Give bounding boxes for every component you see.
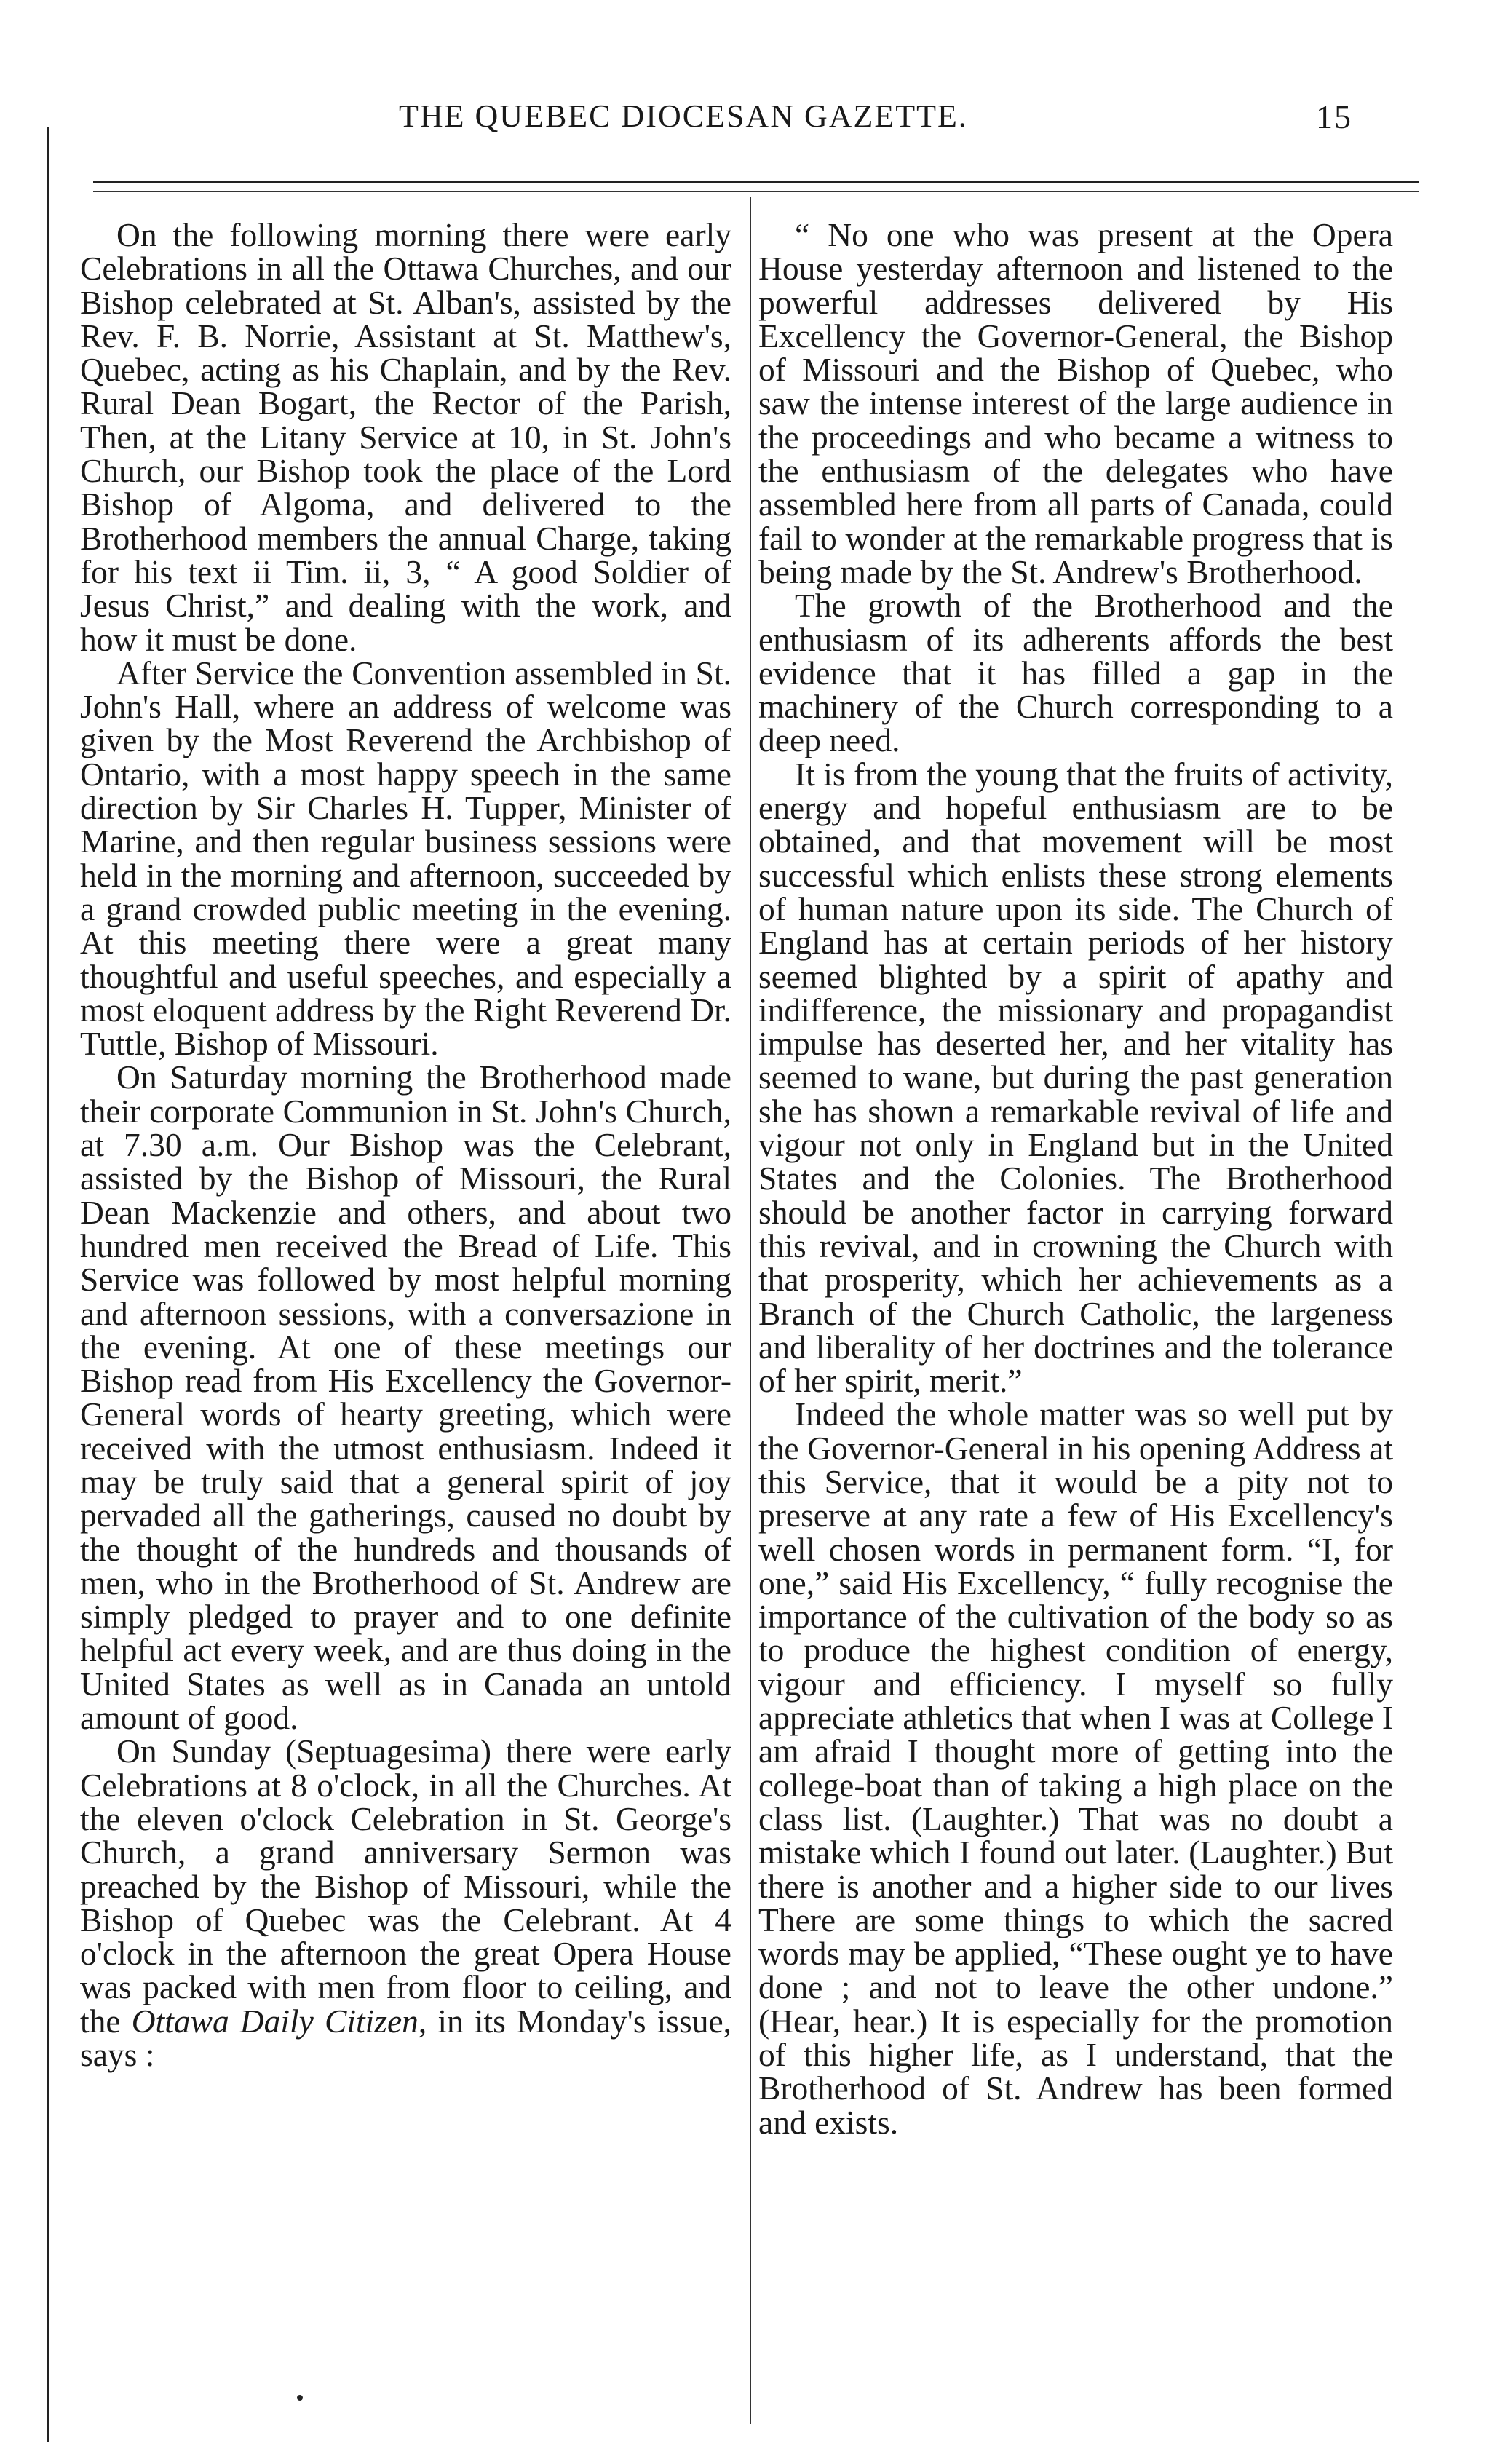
- paragraph: [80, 1732, 732, 2074]
- header-rule-thin: [93, 191, 1419, 192]
- paragraph: On Saturday morning the Brotherhood made their corporate Communion in St. John's Church, at 7.30 a.m. Our Bishop was the Celebrant, assisted by the Bishop of Missouri, the Rural Dean Mackenzie and others, and about two hundred men received the Bread of Life. This Service was followed by most helpful morning and afternoon sessions, with a conversazione in the evening. At one of these meetings our Bishop read from His Excellency the Governor-General words of hearty greeting, which were received with the utmost enthusiasm. Indeed it may be truly said that a general spirit of joy pervaded all the gatherings, caused no doubt by the thought of the hundreds and thousands of men, who in the Brotherhood of St. Andrew are simply pledged to prayer and to one definite helpful act every week, and are thus doing in the United States as well as in Canada an untold amount of good.: [80, 1058, 731, 1737]
- newspaper-title: Ottawa Daily Citizen: [131, 2002, 419, 2040]
- page-margin-line: [47, 127, 49, 2442]
- paragraph: It is from the young that the fruits of activity, energy and hopeful enthusiasm are to be obtained, and that movement will be most successful which enlists these strong elements of human nature upon its side. The Church of England has at certain periods of her history seemed blighted by a spirit of apathy and indifference, the missionary and propagandist impulse has deserted her, and her vitality has seemed to wane, but during the past generation she has shown a remarkable revival of life and vigour not only in England but in the United States and the Colonies. The Brotherhood should be another factor in carrying forward this revival, and in crowning the Church with that prosperity, which her achievements as a Branch of the Church Catholic, the largeness and liberality of her doctrines and the tolerance of her spirit, merit.”: [758, 755, 1393, 1400]
- right-column: [758, 218, 1393, 2139]
- column-divider: [750, 197, 751, 2424]
- running-header: [399, 93, 1352, 146]
- paragraph: On the following morning there were early Celebrations in all the Ottawa Churches, and our Bishop celebrated at St. Alban's, assisted by the Rev. F. B. Norrie, Assistant at St. Matthew's, Quebec, acting as his Chaplain, and by the Rev. Rural Dean Bogart, the Rector of the Parish, Then, at the Litany Service at 10, in St. John's Church, our Bishop took the place of the Lord Bishop of Algoma, and delivered to the Brotherhood members the annual Charge, taking for his text ii Tim. ii, 3, “ A good Soldier of Jesus Christ,” and dealing with the work, and how it must be done.: [80, 216, 731, 658]
- paragraph: The growth of the Brotherhood and the enthusiasm of its adherents affords the best evidence that it has filled a gap in the machinery of the Church corresponding to a deep need.: [758, 587, 1393, 759]
- paragraph: Indeed the whole matter was so well put by the Governor-General in his opening Address at this Service, that it would be a pity not to preserve at any rate a few of His Excellency's well chosen words in permanent form. “I, for one,” said His Excellency, “ fully recognise the importance of the cultivation of the body so as to produce the highest condition of energy, vigour and efficiency. I myself so fully appreciate athletics that when I was at College I am afraid I thought more of getting into the college-boat than of taking a high place on the class list. (Laughter.) That was no doubt a mistake which I found out later. (Laughter.) But there is another and a higher side to our lives There are some things to which the sacred words may be applied, “These ought ye to have done ; and not to leave the other undone.” (Hear, hear.) It is especially for the promotion of this higher life, as I understand, that the Brotherhood of St. Andrew has been formed and exists.: [758, 1395, 1393, 2141]
- header-rule: [93, 181, 1419, 183]
- publication-title: THE QUEBEC DIOCESAN GAZETTE.: [399, 98, 968, 134]
- paragraph-text: , in its Monday's issue, says :: [80, 2002, 732, 2074]
- paragraph: After Service the Convention assembled in St. John's Hall, where an address of welcome was given by the Most Reverend the Archbishop of Ontario, with a most happy speech in the same direction by Sir Charles H. Tupper, Minister of Marine, and then regular business sessions were held in the morning and afternoon, succeeded by a grand crowded public meeting in the evening. At this meeting there were a great many thoughtful and useful speeches, and especially a most eloquent address by the Right Reverend Dr. Tuttle, Bishop of Missouri.: [80, 654, 731, 1063]
- paragraph-text: On Sunday (Septuagesima) there were early Celebrations at 8 o'clock, in all the Churches. At the eleven o'clock Celebration in St. George's Church, a grand anniversary Sermon was preached by the Bishop of Missouri, while the Bishop of Quebec was the Celebrant. At 4 o'clock in the afternoon the great Opera House was packed with men from floor to ceiling, and the: [80, 1732, 731, 2040]
- left-column: [80, 218, 731, 2072]
- ink-dot: [297, 2395, 303, 2401]
- quotation-paragraph: “ No one who was present at the Opera House yesterday afternoon and listened to the powerful addresses delivered by His Excellency the Governor-General, the Bishop of Missouri and the Bishop of Quebec, who saw the intense interest of the large audience in the proceedings and who became a witness to the enthusiasm of the delegates who have assembled here from all parts of Canada, could fail to wonder at the remarkable progress that is being made by the St. Andrew's Brotherhood.: [758, 216, 1393, 590]
- page-number: 15: [1316, 98, 1352, 135]
